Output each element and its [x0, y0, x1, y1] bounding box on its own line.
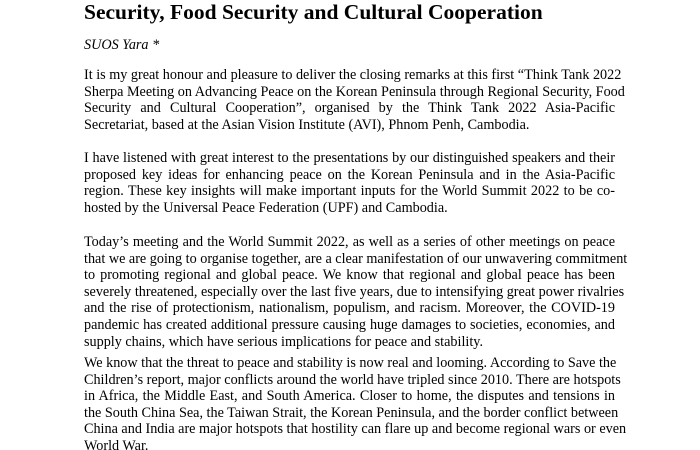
paragraph-line: It is my great honour and pleasure to deliver the closing remarks at this first “Think Tank 2022: [84, 67, 622, 83]
paragraph-line: severely threatened, especially over the last five years, due to intensifying great power rivalries: [84, 283, 625, 300]
paragraph-line: supply chains, which have serious implications for peace and stability.: [84, 333, 483, 350]
paragraph-line: We know that the threat to peace and stability is now real and looming. According to Save the: [84, 355, 617, 371]
paragraph-line: World War.: [84, 437, 149, 450]
paragraph: [84, 234, 628, 350]
paragraph-line: Sherpa Meeting on Advancing Peace on the Korean Peninsula through Regional Security, Food: [84, 83, 625, 100]
paragraph: [84, 150, 615, 216]
paragraph-line: hosted by the Universal Peace Federation (UPF) and Cambodia.: [84, 199, 448, 216]
paragraph-line: Today’s meeting and the World Summit 2022, as well as a series of other meetings on peace: [84, 234, 615, 250]
author-name: SUOS Yara *: [84, 37, 160, 53]
paragraph-line: that we are going to organise together, are a clear manifestation of our unwavering commitment: [84, 250, 628, 267]
paragraph-line: region. These key insights will make important inputs for the World Summit 2022 to be co-: [84, 183, 615, 200]
paragraph-line: Security and Cultural Cooperation”, organised by the Think Tank 2022 Asia-Pacific: [84, 100, 615, 117]
paragraph-line: in Africa, the Middle East, and South America. Closer to home, the disputes and tensions in: [84, 388, 615, 405]
paragraph-line: China and India are major hotspots that hostility can flare up and become regional wars or even: [84, 421, 627, 438]
paragraph-line: to promoting regional and global peace. We know that regional and global peace has been: [84, 267, 615, 284]
paragraph-line: and the rise of protectionism, nationalism, populism, and racism. Moreover, the COVID-19: [84, 300, 615, 317]
paragraph-line: Secretariat, based at the Asian Vision Institute (AVI), Phnom Penh, Cambodia.: [84, 116, 530, 133]
paragraph-line: I have listened with great interest to the presentations by our distinguished speakers and their: [84, 150, 615, 166]
paragraph: [84, 355, 627, 450]
paragraph-line: the South China Sea, the Taiwan Strait, the Korean Peninsula, and the border conflict between: [84, 404, 619, 421]
paragraph-line: pandemic has created additional pressure causing huge damages to societies, economies, and: [84, 316, 615, 333]
paragraph: [84, 67, 625, 133]
paragraph-line: Children’s report, major conflicts around the world have tripled since 2010. There are hotspots: [84, 371, 621, 388]
paragraph-line: proposed key ideas for enhancing peace on the Korean Peninsula and in the Asia-Pacific: [84, 166, 615, 183]
document-title: Security, Food Security and Cultural Cooperation: [84, 0, 543, 24]
